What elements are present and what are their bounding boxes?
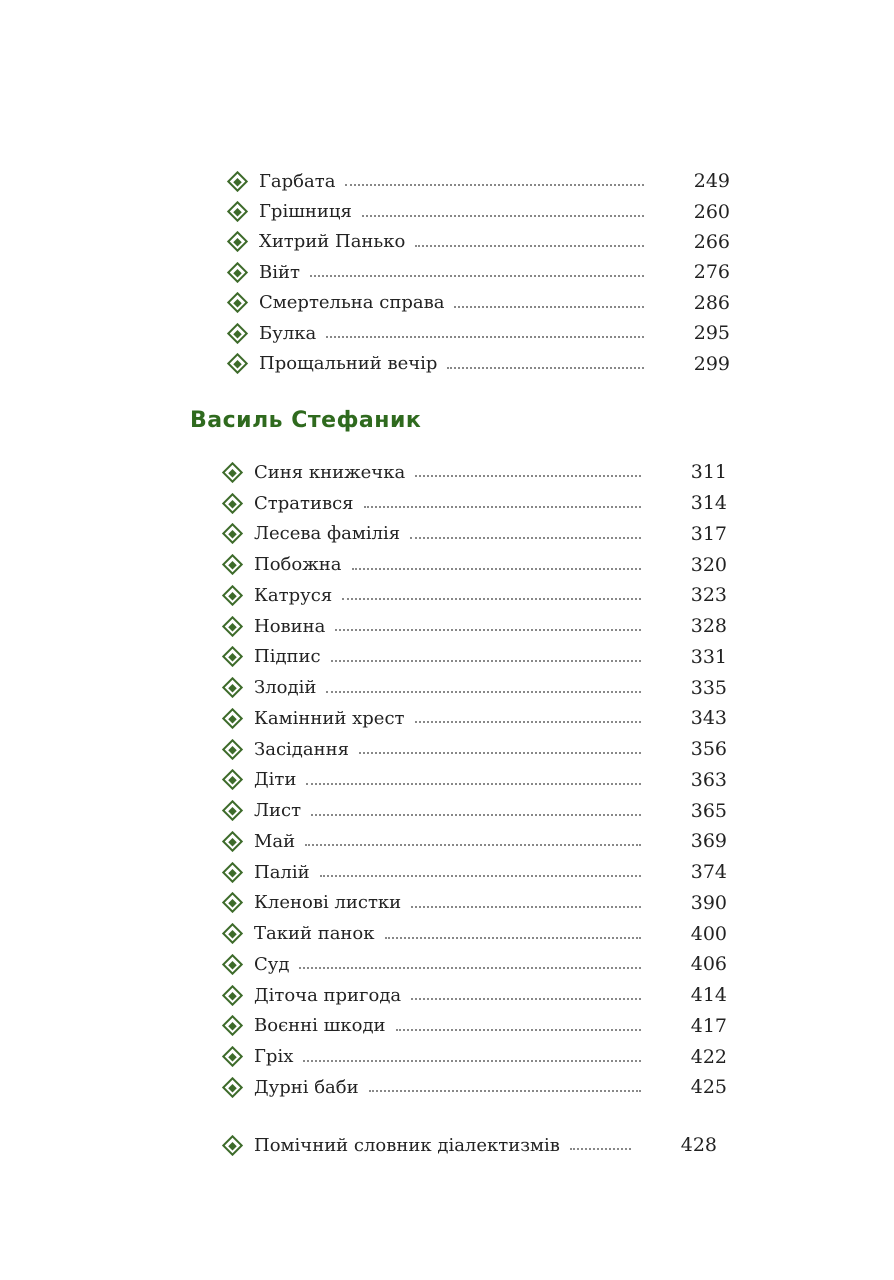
entry-title: Побожна: [254, 554, 342, 576]
diamond-bullet-icon: [222, 739, 243, 760]
diamond-bullet-icon: [222, 1077, 243, 1098]
entry-page-number: 249: [693, 170, 730, 193]
toc-entry[interactable]: [225, 580, 727, 611]
entry-title: Катруся: [254, 584, 333, 606]
entry-page-number: 320: [690, 553, 727, 576]
toc-entry[interactable]: [230, 318, 730, 348]
toc-entry[interactable]: [225, 457, 727, 488]
diamond-bullet-icon: [222, 554, 243, 575]
toc-entry[interactable]: [225, 918, 727, 949]
entry-title: Засідання: [254, 738, 349, 760]
dot-leader: [299, 967, 641, 969]
diamond-bullet-icon: [222, 800, 243, 821]
toc-entry[interactable]: [225, 980, 727, 1011]
dot-leader: [311, 814, 641, 816]
entry-page-number: 314: [690, 492, 727, 515]
entry-title: Май: [254, 830, 296, 852]
toc-entry[interactable]: [225, 672, 727, 703]
entry-page-number: 425: [690, 1076, 727, 1099]
toc-entry[interactable]: [225, 1011, 727, 1042]
entry-page-number: 369: [690, 830, 727, 853]
toc-entry[interactable]: [225, 765, 727, 796]
entry-title: Злодій: [254, 677, 317, 699]
entry-title: Стратився: [254, 492, 354, 514]
entry-title: Кленові листки: [254, 892, 402, 914]
dot-leader: [447, 367, 644, 369]
diamond-bullet-icon: [222, 585, 243, 606]
diamond-bullet-icon: [222, 493, 243, 514]
entry-page-number: 363: [690, 768, 727, 791]
toc-entry[interactable]: [225, 949, 727, 980]
toc-entry[interactable]: [230, 227, 730, 257]
entry-title: Грішниця: [259, 201, 352, 223]
toc-appendix: [225, 1130, 717, 1160]
dot-leader: [305, 844, 641, 846]
diamond-bullet-icon: [222, 708, 243, 729]
toc-entry[interactable]: [230, 166, 730, 196]
diamond-bullet-icon: [222, 616, 243, 637]
dot-leader: [359, 752, 641, 754]
entry-page-number: 317: [690, 522, 727, 545]
entry-title: Новина: [254, 615, 326, 637]
entry-page-number: 335: [690, 676, 727, 699]
diamond-bullet-icon: [222, 523, 243, 544]
entry-title: Булка: [259, 322, 317, 344]
entry-title: Помічний словник діалектизмів: [254, 1134, 560, 1156]
diamond-bullet-icon: [222, 892, 243, 913]
entry-page-number: 286: [693, 291, 730, 314]
entry-page-number: 417: [690, 1014, 727, 1037]
toc-entry[interactable]: [230, 348, 730, 378]
dot-leader: [362, 215, 644, 217]
toc-entry[interactable]: [225, 795, 727, 826]
dot-leader: [411, 998, 641, 1000]
toc-entry[interactable]: [225, 1072, 727, 1103]
diamond-bullet-icon: [222, 1135, 243, 1156]
dot-leader: [326, 336, 644, 338]
entry-page-number: 365: [690, 799, 727, 822]
entry-title: Діточа пригода: [254, 984, 402, 1006]
entry-page-number: 276: [693, 261, 730, 284]
entry-title: Воєнні шкоди: [254, 1015, 386, 1037]
diamond-bullet-icon: [222, 1046, 243, 1067]
diamond-bullet-icon: [227, 262, 248, 283]
dot-leader: [364, 506, 641, 508]
toc-entry[interactable]: [225, 549, 727, 580]
entry-title: Гарбата: [259, 170, 336, 192]
dot-leader: [306, 783, 641, 785]
diamond-bullet-icon: [227, 353, 248, 374]
diamond-bullet-icon: [222, 462, 243, 483]
dot-leader: [396, 1029, 641, 1031]
dot-leader: [331, 660, 641, 662]
toc-entry[interactable]: [225, 888, 727, 919]
entry-page-number: 428: [680, 1134, 717, 1157]
entry-page-number: 328: [690, 615, 727, 638]
dot-leader: [335, 629, 641, 631]
entry-page-number: 343: [690, 707, 727, 730]
toc-section-2: [225, 457, 727, 1103]
entry-title: Лист: [254, 800, 302, 822]
toc-entry[interactable]: [225, 703, 727, 734]
diamond-bullet-icon: [222, 954, 243, 975]
entry-page-number: 390: [690, 891, 727, 914]
diamond-bullet-icon: [222, 646, 243, 667]
diamond-bullet-icon: [227, 292, 248, 313]
dot-leader: [410, 537, 641, 539]
dot-leader: [342, 598, 641, 600]
entry-page-number: 311: [690, 461, 727, 484]
entry-page-number: 299: [693, 352, 730, 375]
dot-leader: [454, 306, 644, 308]
diamond-bullet-icon: [222, 831, 243, 852]
entry-page-number: 323: [690, 584, 727, 607]
entry-page-number: 260: [693, 200, 730, 223]
entry-title: Палій: [254, 861, 310, 883]
dot-leader: [570, 1148, 631, 1150]
dot-leader: [345, 184, 644, 186]
toc-section-1: [230, 166, 730, 379]
dot-leader: [352, 568, 642, 570]
entry-page-number: 414: [690, 984, 727, 1007]
entry-page-number: 400: [690, 922, 727, 945]
entry-title: Хитрий Панько: [259, 231, 406, 253]
toc-entry[interactable]: [230, 257, 730, 287]
diamond-bullet-icon: [222, 985, 243, 1006]
entry-title: Підпис: [254, 646, 321, 668]
entry-title: Гріх: [254, 1046, 294, 1068]
entry-title: Такий панок: [254, 923, 375, 945]
toc-entry[interactable]: [225, 519, 727, 550]
diamond-bullet-icon: [222, 862, 243, 883]
diamond-bullet-icon: [227, 171, 248, 192]
dot-leader: [411, 906, 641, 908]
entry-title: Війт: [259, 261, 300, 283]
entry-title: Дурні баби: [254, 1076, 359, 1098]
entry-title: Діти: [254, 769, 297, 791]
toc-entry[interactable]: [225, 734, 727, 765]
dot-leader: [415, 721, 642, 723]
toc-entry[interactable]: [230, 288, 730, 318]
toc-entry[interactable]: [225, 642, 727, 673]
dot-leader: [310, 275, 644, 277]
dot-leader: [303, 1060, 641, 1062]
dot-leader: [326, 691, 641, 693]
entry-title: Смертельна справа: [259, 292, 445, 314]
entry-title: Лесева фамілія: [254, 523, 401, 545]
dot-leader: [320, 875, 641, 877]
diamond-bullet-icon: [222, 677, 243, 698]
dot-leader: [385, 937, 641, 939]
dot-leader: [369, 1090, 641, 1092]
entry-title: Камінний хрест: [254, 707, 405, 729]
entry-title: Синя книжечка: [254, 461, 406, 483]
diamond-bullet-icon: [222, 1015, 243, 1036]
entry-title: Прощальний вечір: [259, 353, 438, 375]
diamond-bullet-icon: [227, 201, 248, 222]
toc-entry[interactable]: [225, 1130, 717, 1160]
entry-page-number: 374: [690, 861, 727, 884]
entry-page-number: 356: [690, 738, 727, 761]
diamond-bullet-icon: [222, 923, 243, 944]
toc-entry[interactable]: [230, 196, 730, 226]
toc-entry[interactable]: [225, 857, 727, 888]
toc-entry[interactable]: [225, 488, 727, 519]
entry-page-number: 266: [693, 230, 730, 253]
diamond-bullet-icon: [222, 769, 243, 790]
toc-entry[interactable]: [225, 611, 727, 642]
entry-title: Суд: [254, 953, 290, 975]
diamond-bullet-icon: [227, 231, 248, 252]
dot-leader: [415, 245, 644, 247]
entry-page-number: 331: [690, 645, 727, 668]
diamond-bullet-icon: [227, 323, 248, 344]
entry-page-number: 295: [693, 322, 730, 345]
dot-leader: [415, 475, 641, 477]
entry-page-number: 406: [690, 953, 727, 976]
toc-entry[interactable]: [225, 826, 727, 857]
entry-page-number: 422: [690, 1045, 727, 1068]
section-heading: Василь Стефаник: [190, 408, 422, 433]
toc-entry[interactable]: [225, 1041, 727, 1072]
